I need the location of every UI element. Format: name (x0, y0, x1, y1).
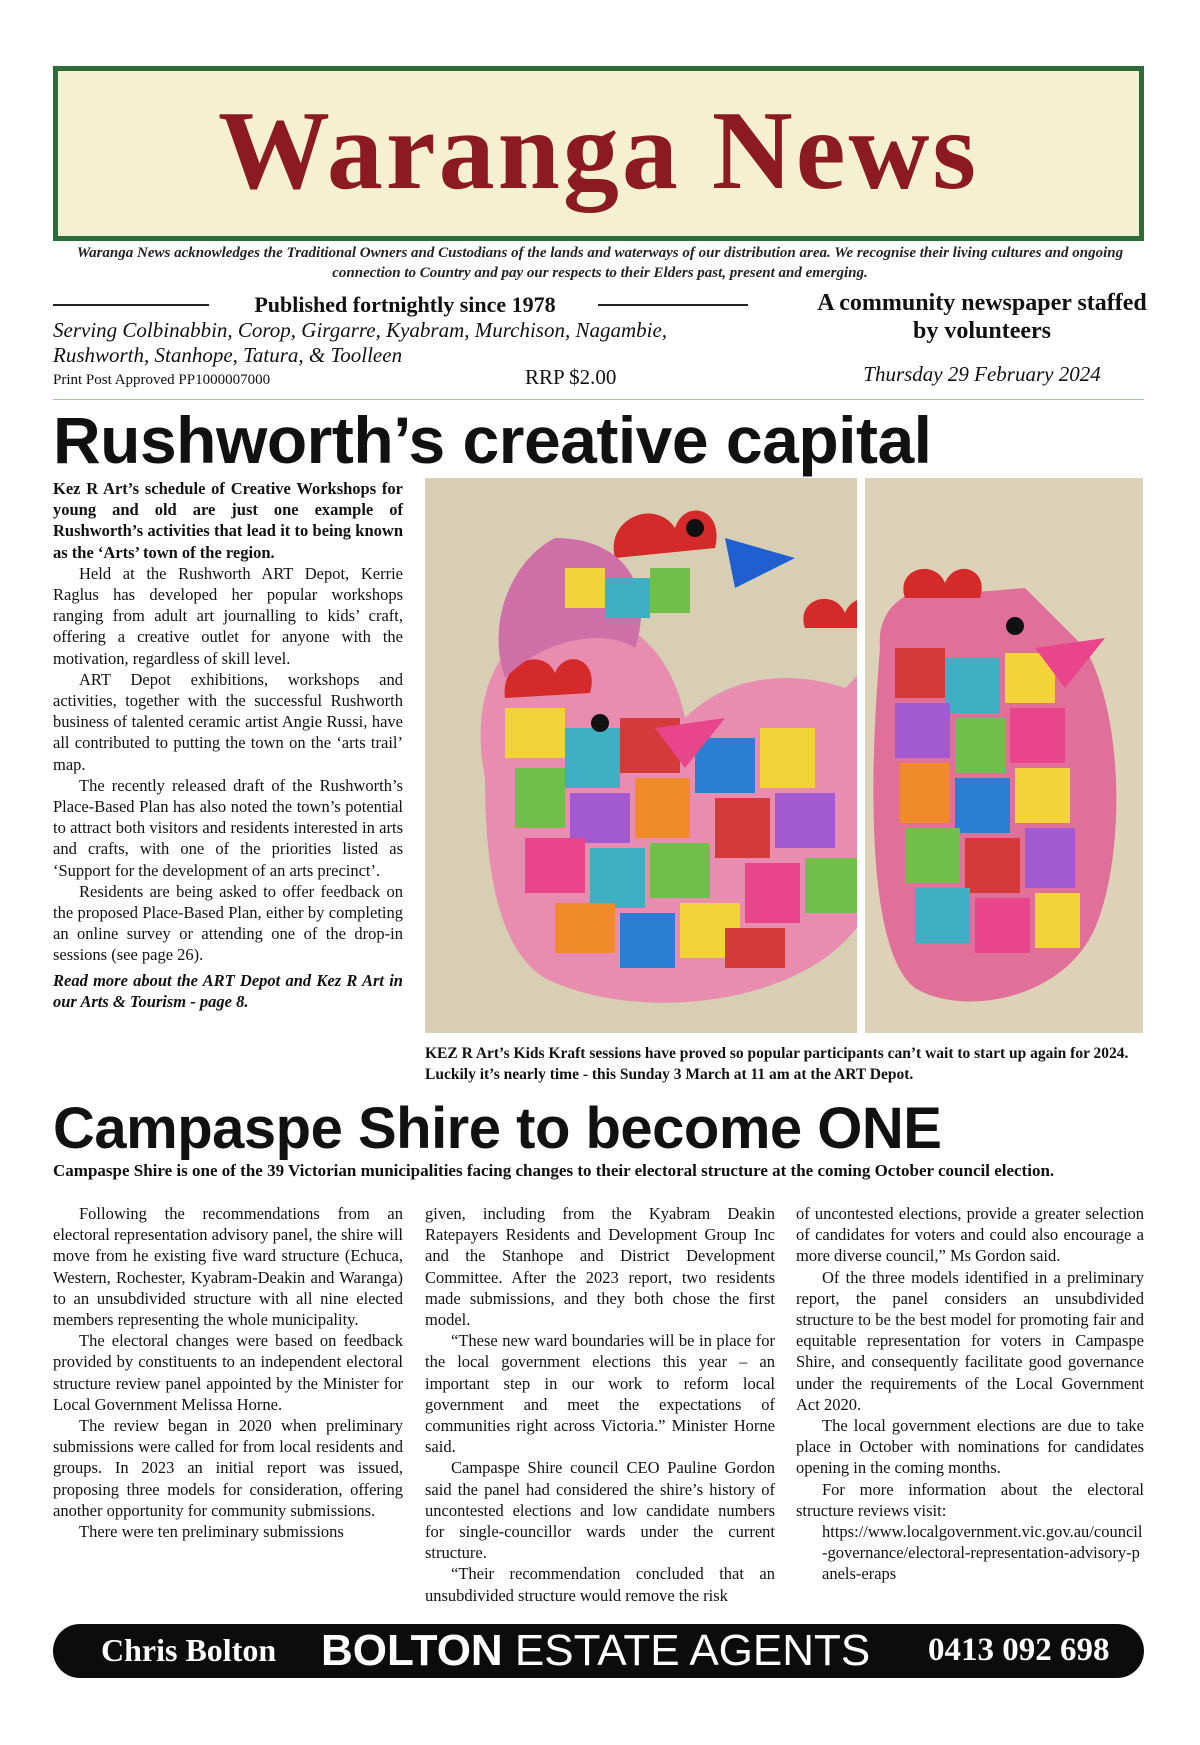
right-chicken-collage (865, 478, 1143, 1033)
article-paragraph: Held at the Rushworth ART Depot, Kerrie Raglus has developed her popular workshops ranging from adult art journalling to kids’ craft, offering a creative outlet for anyone with the motivation, regardless of skill level. (53, 563, 403, 668)
article-deck: Campaspe Shire is one of the 39 Victorian municipalities facing changes to their electoral structure at the coming October council election. (53, 1161, 1055, 1180)
retail-price: RRP $2.00 (525, 365, 617, 389)
headline-rushworth: Rushworth’s creative capital (53, 403, 932, 477)
article-paragraph: There were ten preliminary submissions (79, 1522, 344, 1542)
article-paragraph: Campaspe Shire council CEO Pauline Gordon said the panel had considered the shire’s history of uncontested elections and low candidate numbers for single-councillor wards under the current structure. (425, 1458, 775, 1563)
collage-artwork (425, 478, 1143, 1033)
article-paragraph: The review began in 2020 when preliminary submissions were called for from local residents and groups. In 2023 an initial report was issued, proposing three models for consideration, offering another opportunity for community submissions. (53, 1416, 403, 1520)
article-paragraph: “Their recommendation concluded that an unsubdivided structure would remove the risk (425, 1564, 775, 1605)
article-paragraph: The electoral changes were based on feedback provided by constituents to an independent electoral structure review panel appointed by the Minister for Local Government Melissa Horne. (53, 1331, 403, 1414)
article-campaspe-column-3 (796, 1203, 1144, 1585)
article-paragraph: For more information about the electoral structure reviews visit: (796, 1479, 1144, 1520)
acknowledgement-of-country: Waranga News acknowledges the Traditional Owners and Custodians of the lands and waterways of our distribution area. We recognise their living cultures and ongoing connection to Country and pay our respects to their Elders past, present and emerging. (76, 245, 1124, 281)
article-paragraph: given, including from the Kyabram Deakin Ratepayers Residents and Development Group Inc and the Stanhope and District Development Committee. After the 2023 report, two residents made submissions, and they both chose the first model. (425, 1204, 775, 1330)
agency-name-rest: ESTATE AGENTS (502, 1626, 871, 1675)
article-paragraph: ART Depot exhibitions, workshops and activities, together with the successful Rushworth business of talented ceramic artist Angie Russi, have all contributed to putting the town on the ‘arts trail’ map. (53, 669, 403, 774)
photo-divider (857, 478, 865, 1033)
agent-name: Chris Bolton (101, 1632, 277, 1668)
agent-phone[interactable]: 0413 092 698 (928, 1632, 1110, 1668)
masthead (53, 66, 1144, 241)
photo-caption: KEZ R Art’s Kids Kraft sessions have proved so popular participants can’t wait to start up again for 2024. Luckily it’s nearly time - this Sunday 3 March at 11 am at the ART Depot. (425, 1045, 1129, 1083)
community-tagline: A community newspaper staffed by volunteers (817, 290, 1147, 344)
issue-date: Thursday 29 February 2024 (863, 362, 1101, 386)
divider-left (53, 304, 209, 306)
divider-right (598, 304, 748, 306)
headline-campaspe: Campaspe Shire to become ONE (53, 1096, 942, 1161)
article-lead: Kez R Art’s schedule of Creative Workshops for young and old are just one example of Rushworth’s activities that lead it to being known as the ‘Arts’ town of the region. (53, 479, 403, 562)
article-rushworth-body (53, 478, 403, 1012)
agency-name-bold: BOLTON (321, 1626, 503, 1675)
read-more-link[interactable]: Read more about the ART Depot and Kez R Art in our Arts & Tourism - page 8. (53, 970, 403, 1011)
serving-towns: Serving Colbinabbin, Corop, Girgarre, Kyabram, Murchison, Nagambie, Rushworth, Stanhope, Tatura, & Toolleen (53, 318, 668, 367)
article-paragraph: The recently released draft of the Rushworth’s Place-Based Plan has also noted the town’s potential to attract both visitors and residents interested in arts and crafts, with one of the priorities listed as ‘Support for the development of an arts precinct’. (53, 775, 403, 880)
article-paragraph: Of the three models identified in a preliminary report, the panel considers an unsubdivided structure to be the best model for promoting fair and equitable representation for voters in Campaspe Shire, and consequently facilitate good governance under the requirements of the Local Government Act 2020. (796, 1267, 1144, 1414)
agency-name (321, 1626, 870, 1676)
article-paragraph: Residents are being asked to offer feedback on the proposed Place-Based Plan, either by completing an online survey or attending one of the drop-in sessions (see page 26). (53, 881, 403, 965)
print-post-approval: Print Post Approved PP1000007000 (53, 372, 271, 388)
article-paragraph: Following the recommendations from an electoral representation advisory panel, the shire will move from he existing five ward structure (Echuca, Western, Rochester, Kyabram-Deakin and Waranga) to an unsubdivided structure with all nine elected members representing the whole municipality. (53, 1204, 403, 1330)
article-paragraph: of uncontested elections, provide a greater selection of candidates for voters and could also encourage a more diverse council,” Ms Gordon said. (796, 1204, 1144, 1266)
advertisement-banner[interactable] (53, 1624, 1144, 1678)
photo-collage-chickens (425, 478, 1143, 1033)
article-paragraph: “These new ward boundaries will be in place for the local government elections this year – an important step in our work to reform local government and meet the expectations of communities right across Victoria.” Minister Horne said. (425, 1331, 775, 1457)
masthead-divider (53, 399, 1144, 400)
reviews-url-link[interactable]: https://www.localgovernment.vic.gov.au/council-governance/electoral-representation-advisory-panels-eraps (822, 1522, 1143, 1584)
newspaper-title: Waranga News (218, 89, 979, 213)
article-paragraph: The local government elections are due to take place in October with nominations for candidates opening in the coming months. (796, 1416, 1144, 1478)
article-campaspe-column-1 (53, 1203, 403, 1542)
article-campaspe-column-2 (425, 1203, 775, 1606)
published-since: Published fortnightly since 1978 (254, 292, 556, 317)
